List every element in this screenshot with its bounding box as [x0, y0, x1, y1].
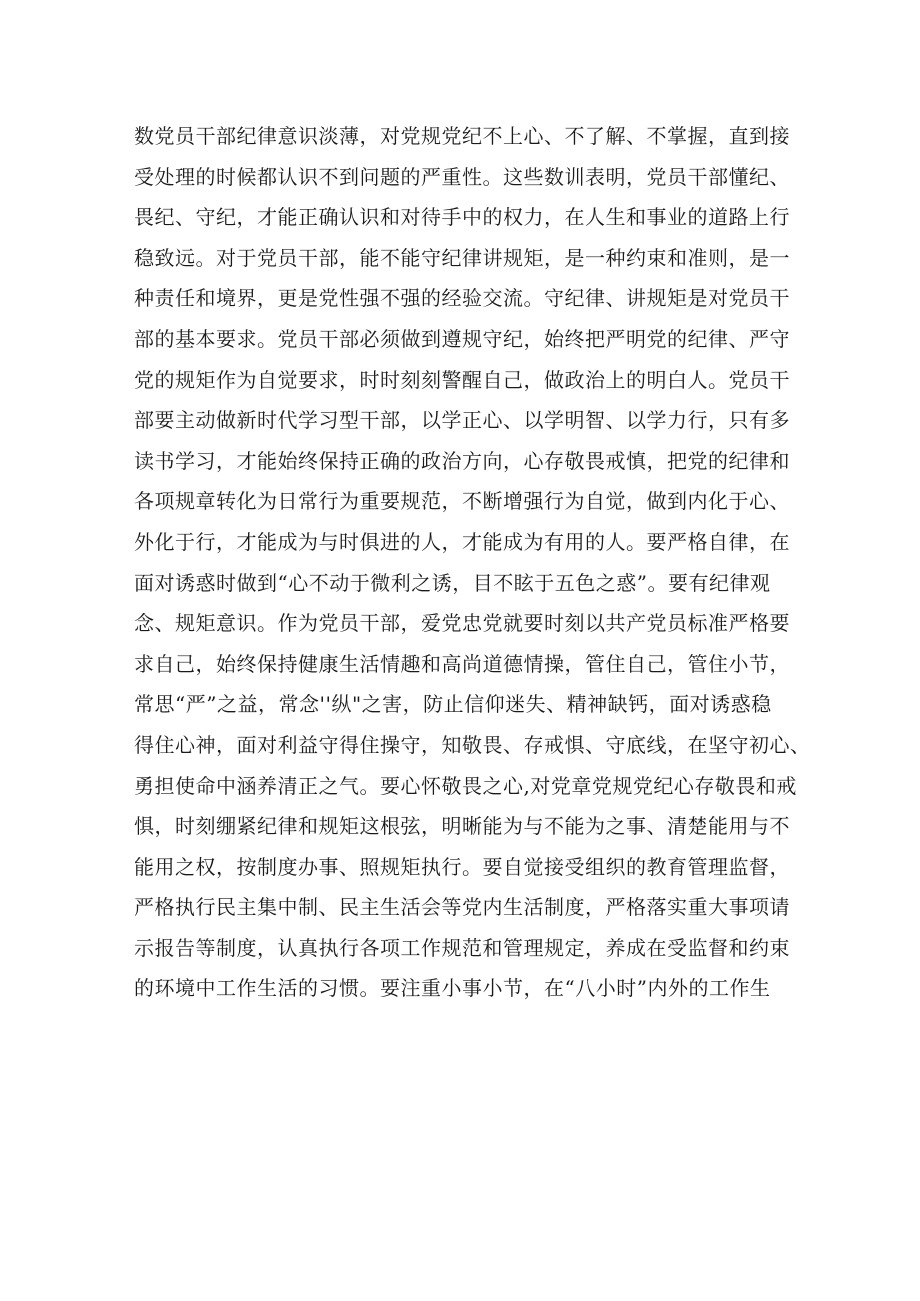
text-line-9: 读书学习，才能始终保持正确的政治方向，心存敬畏戒慎，把党的纪律和 [134, 448, 790, 473]
text-line-19: 能用之权，按制度办事、照规矩执行。要自觉接受组织的教育管理监督， [134, 854, 790, 879]
text-line-5: 种责任和境界，更是党性强不强的经验交流。守纪律、讲规矩是对党员干 [134, 286, 790, 311]
text-line-8: 部要主动做新时代学习型干部，以学正心、以学明智、以学力行，只有多 [134, 408, 790, 433]
text-line-2: 受处理的时候都认识不到问题的严重性。这些数训表明，党员干部懂纪、 [134, 164, 790, 189]
text-line-10: 各项规章转化为日常行为重要规范，不断增强行为自觉，做到内化于心、 [134, 489, 790, 514]
text-line-21: 示报告等制度，认真执行各项工作规范和管理规定，养成在受监督和约束 [134, 935, 790, 960]
text-line-13: 念、规矩意识。作为党员干部，爱党忠党就要时刻以共产党员标准严格要 [134, 611, 790, 636]
text-line-12: 面对诱惑时做到“心不动于微利之诱，目不眩于五色之惑”。要有纪律观 [134, 570, 771, 595]
text-line-1: 数党员干部纪律意识淡薄，对党规党纪不上心、不了解、不掌握，直到接 [134, 124, 790, 148]
text-line-15: 常思“严”之益，常念''纵"之害，防止信仰迷失、精神缺钙，面对诱惑稳 [134, 692, 772, 717]
text-line-14: 求自己，始终保持健康生活情趣和高尚道德情操，管住自己，管住小节， [134, 651, 790, 676]
text-line-17: 勇担使命中涵养清正之气。要心怀敬畏之心,对党章党规党纪心存敬畏和戒 [134, 773, 797, 798]
body-paragraph [134, 116, 811, 1009]
text-line-22: 的环境中工作生活的习惯。要注重小事小节，在“八小时”内外的工作生 [134, 976, 771, 1001]
text-line-4: 稳致远。对于党员干部，能不能守纪律讲规矩，是一种约束和准则，是一 [134, 245, 790, 270]
text-line-6: 部的基本要求。党员干部必须做到遵规守纪，始终把严明党的纪律、严守 [134, 326, 790, 351]
text-line-18: 惧，时刻绷紧纪律和规矩这根弦，明晰能为与不能为之事、清楚能用与不 [134, 814, 790, 839]
text-line-3: 畏纪、守纪，才能正确认识和对待手中的权力，在人生和事业的道路上行 [134, 205, 790, 230]
text-line-20: 严格执行民主集中制、民主生活会等党内生活制度，严格落实重大事项请 [134, 895, 790, 920]
text-line-11: 外化于行，才能成为与时俱进的人，才能成为有用的人。要严格自律，在 [134, 529, 790, 554]
text-line-7: 党的规矩作为自觉要求，时时刻刻警醒自己，做政治上的明白人。党员干 [134, 367, 790, 392]
text-line-16: 得住心神，面对利益守得住操守，知敬畏、存戒惧、守底线，在坚守初心、 [134, 732, 811, 757]
